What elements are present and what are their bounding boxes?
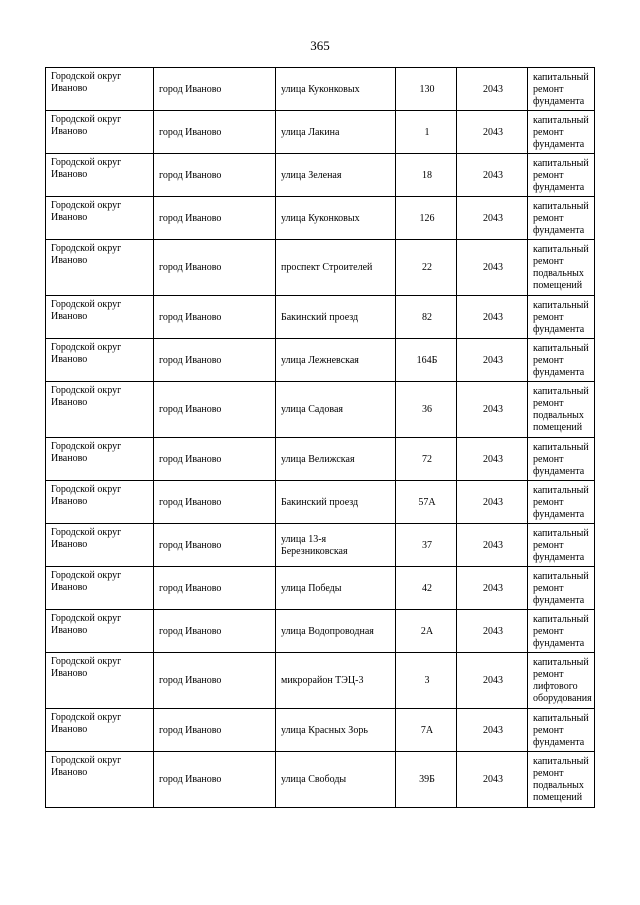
- street-cell: улица Куконковых: [276, 68, 396, 111]
- district-cell: Городской округ Иваново: [46, 610, 154, 653]
- table-row: [46, 240, 595, 296]
- district-cell: Городской округ Иваново: [46, 68, 154, 111]
- district-cell: Городской округ Иваново: [46, 382, 154, 438]
- city-cell: город Иваново: [154, 610, 276, 653]
- city-cell: город Иваново: [154, 154, 276, 197]
- street-cell: проспект Строителей: [276, 240, 396, 296]
- district-cell: Городской округ Иваново: [46, 481, 154, 524]
- year-cell: 2043: [457, 438, 528, 481]
- street-cell: улица Водопроводная: [276, 610, 396, 653]
- city-cell: город Иваново: [154, 752, 276, 808]
- work-type-cell: капитальный ремонт подвальных помещений: [528, 752, 595, 808]
- city-cell: город Иваново: [154, 653, 276, 709]
- year-cell: 2043: [457, 567, 528, 610]
- house-number-cell: 130: [396, 68, 457, 111]
- house-number-cell: 39Б: [396, 752, 457, 808]
- street-cell: улица Садовая: [276, 382, 396, 438]
- work-type-cell: капитальный ремонт подвальных помещений: [528, 382, 595, 438]
- district-cell: Городской округ Иваново: [46, 240, 154, 296]
- street-cell: улица Красных Зорь: [276, 709, 396, 752]
- street-cell: улица Свободы: [276, 752, 396, 808]
- street-cell: улица Зеленая: [276, 154, 396, 197]
- work-type-cell: капитальный ремонт подвальных помещений: [528, 240, 595, 296]
- work-type-cell: капитальный ремонт фундамента: [528, 197, 595, 240]
- city-cell: город Иваново: [154, 339, 276, 382]
- year-cell: 2043: [457, 240, 528, 296]
- street-cell: микрорайон ТЭЦ-3: [276, 653, 396, 709]
- district-cell: Городской округ Иваново: [46, 154, 154, 197]
- house-number-cell: 2А: [396, 610, 457, 653]
- street-cell: улица Лежневская: [276, 339, 396, 382]
- work-type-cell: капитальный ремонт фундамента: [528, 524, 595, 567]
- table-body: [46, 68, 595, 808]
- table-row: [46, 653, 595, 709]
- city-cell: город Иваново: [154, 296, 276, 339]
- district-cell: Городской округ Иваново: [46, 197, 154, 240]
- table-row: [46, 111, 595, 154]
- table-row: [46, 296, 595, 339]
- work-type-cell: капитальный ремонт фундамента: [528, 610, 595, 653]
- house-number-cell: 36: [396, 382, 457, 438]
- work-type-cell: капитальный ремонт фундамента: [528, 296, 595, 339]
- table-row: [46, 339, 595, 382]
- table-row: [46, 709, 595, 752]
- table-row: [46, 438, 595, 481]
- city-cell: город Иваново: [154, 68, 276, 111]
- work-type-cell: капитальный ремонт фундамента: [528, 154, 595, 197]
- work-type-cell: капитальный ремонт фундамента: [528, 339, 595, 382]
- work-type-cell: капитальный ремонт фундамента: [528, 567, 595, 610]
- work-type-cell: капитальный ремонт фундамента: [528, 438, 595, 481]
- city-cell: город Иваново: [154, 709, 276, 752]
- work-type-cell: капитальный ремонт фундамента: [528, 111, 595, 154]
- year-cell: 2043: [457, 339, 528, 382]
- year-cell: 2043: [457, 653, 528, 709]
- street-cell: улица Победы: [276, 567, 396, 610]
- house-number-cell: 57А: [396, 481, 457, 524]
- city-cell: город Иваново: [154, 382, 276, 438]
- table-row: [46, 567, 595, 610]
- year-cell: 2043: [457, 154, 528, 197]
- work-type-cell: капитальный ремонт лифтового оборудования: [528, 653, 595, 709]
- table-row: [46, 610, 595, 653]
- district-cell: Городской округ Иваново: [46, 339, 154, 382]
- year-cell: 2043: [457, 382, 528, 438]
- year-cell: 2043: [457, 610, 528, 653]
- city-cell: город Иваново: [154, 524, 276, 567]
- year-cell: 2043: [457, 524, 528, 567]
- house-number-cell: 42: [396, 567, 457, 610]
- city-cell: город Иваново: [154, 481, 276, 524]
- district-cell: Городской округ Иваново: [46, 438, 154, 481]
- table-row: [46, 524, 595, 567]
- house-number-cell: 22: [396, 240, 457, 296]
- street-cell: улица Куконковых: [276, 197, 396, 240]
- table-row: [46, 752, 595, 808]
- house-number-cell: 3: [396, 653, 457, 709]
- house-number-cell: 126: [396, 197, 457, 240]
- house-number-cell: 164Б: [396, 339, 457, 382]
- work-type-cell: капитальный ремонт фундамента: [528, 481, 595, 524]
- year-cell: 2043: [457, 752, 528, 808]
- table-row: [46, 481, 595, 524]
- district-cell: Городской округ Иваново: [46, 709, 154, 752]
- year-cell: 2043: [457, 111, 528, 154]
- street-cell: улица Лакина: [276, 111, 396, 154]
- district-cell: Городской округ Иваново: [46, 567, 154, 610]
- table-row: [46, 154, 595, 197]
- district-cell: Городской округ Иваново: [46, 524, 154, 567]
- district-cell: Городской округ Иваново: [46, 752, 154, 808]
- table-row: [46, 382, 595, 438]
- city-cell: город Иваново: [154, 567, 276, 610]
- district-cell: Городской округ Иваново: [46, 296, 154, 339]
- year-cell: 2043: [457, 709, 528, 752]
- house-number-cell: 82: [396, 296, 457, 339]
- house-number-cell: 1: [396, 111, 457, 154]
- district-cell: Городской округ Иваново: [46, 653, 154, 709]
- year-cell: 2043: [457, 68, 528, 111]
- house-number-cell: 18: [396, 154, 457, 197]
- year-cell: 2043: [457, 296, 528, 339]
- street-cell: улица Велижская: [276, 438, 396, 481]
- table-row: [46, 197, 595, 240]
- table-row: [46, 68, 595, 111]
- street-cell: улица 13-я Березниковская: [276, 524, 396, 567]
- house-number-cell: 7А: [396, 709, 457, 752]
- page-number: 365: [310, 38, 330, 53]
- street-cell: Бакинский проезд: [276, 481, 396, 524]
- house-number-cell: 37: [396, 524, 457, 567]
- city-cell: город Иваново: [154, 438, 276, 481]
- district-cell: Городской округ Иваново: [46, 111, 154, 154]
- city-cell: город Иваново: [154, 111, 276, 154]
- year-cell: 2043: [457, 481, 528, 524]
- work-type-cell: капитальный ремонт фундамента: [528, 68, 595, 111]
- street-cell: Бакинский проезд: [276, 296, 396, 339]
- work-type-cell: капитальный ремонт фундамента: [528, 709, 595, 752]
- repair-schedule-table: [45, 67, 595, 808]
- year-cell: 2043: [457, 197, 528, 240]
- house-number-cell: 72: [396, 438, 457, 481]
- city-cell: город Иваново: [154, 240, 276, 296]
- city-cell: город Иваново: [154, 197, 276, 240]
